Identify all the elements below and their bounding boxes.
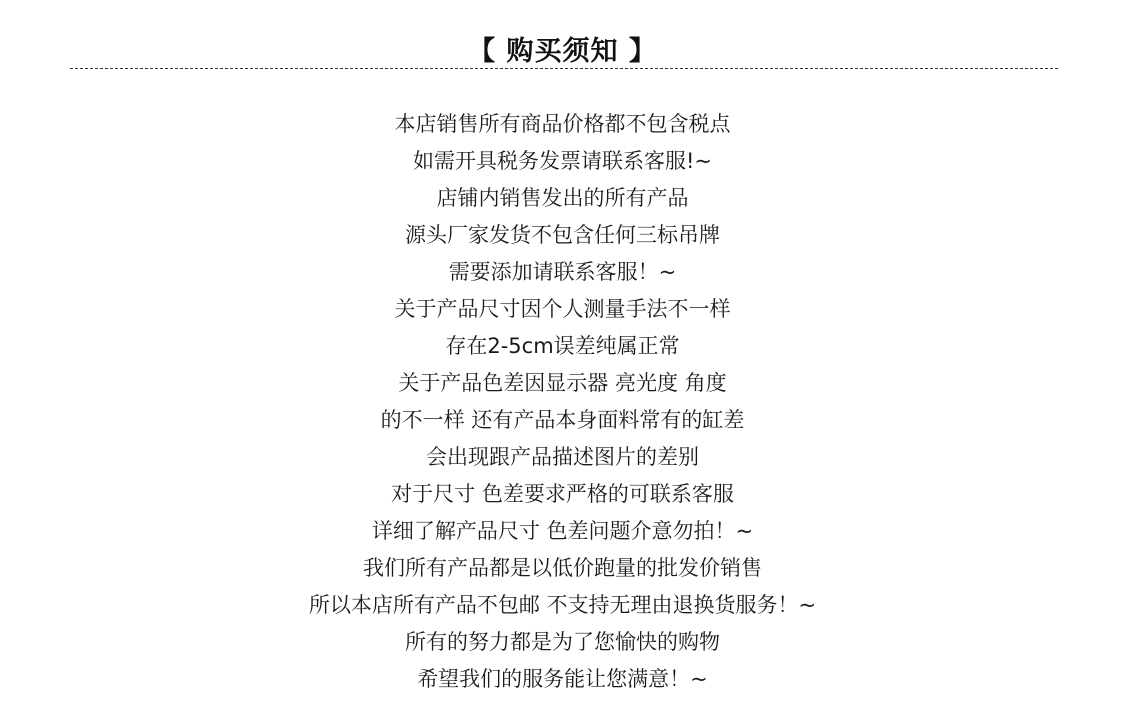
notice-title: 【 购买须知 】	[468, 36, 657, 67]
notice-line: 我们所有产品都是以低价跑量的批发价销售	[363, 556, 762, 580]
notice-line: 源头厂家发货不包含任何三标吊牌	[405, 223, 720, 247]
notice-line: 希望我们的服务能让您满意！~	[417, 667, 708, 691]
notice-line: 店铺内销售发出的所有产品	[436, 186, 689, 210]
notice-line: 如需开具税务发票请联系客服!~	[412, 149, 712, 173]
notice-line: 本店销售所有商品价格都不包含税点	[394, 112, 731, 136]
notice-line: 所有的努力都是为了您愉快的购物	[405, 630, 720, 654]
notice-line: 对于尺寸 色差要求严格的可联系客服	[391, 482, 734, 506]
dashed-divider	[70, 68, 1058, 69]
notice-line: 会出现跟产品描述图片的差别	[426, 445, 699, 469]
notice-line: 的不一样 还有产品本身面料常有的缸差	[380, 408, 745, 432]
notice-line: 需要添加请联系客服！~	[448, 260, 677, 284]
notice-line: 所以本店所有产品不包邮 不支持无理由退换货服务！~	[308, 593, 817, 617]
notice-lines	[0, 106, 1125, 698]
notice-line: 存在2-5cm误差纯属正常	[445, 334, 680, 358]
notice-line: 详细了解产品尺寸 色差问题介意勿拍！~	[371, 519, 754, 543]
notice-line: 关于产品色差因显示器 亮光度 角度	[398, 371, 727, 395]
notice-line: 关于产品尺寸因个人测量手法不一样	[394, 297, 731, 321]
